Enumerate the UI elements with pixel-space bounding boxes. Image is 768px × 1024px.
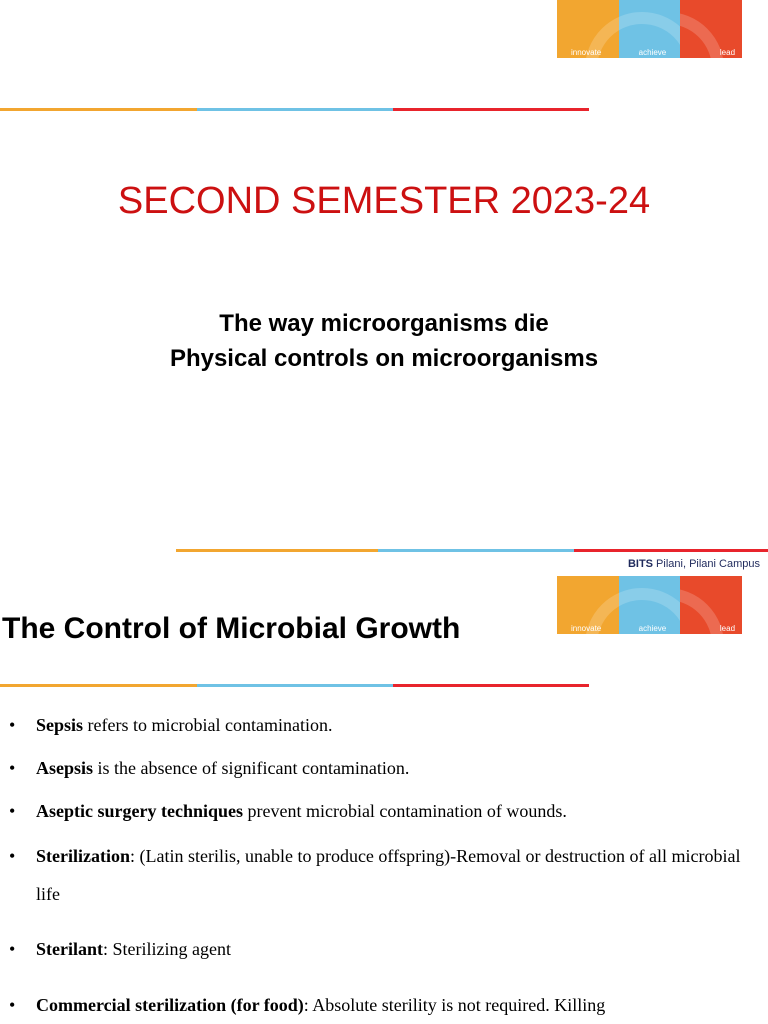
logo-segment-lead	[680, 576, 742, 634]
slide-title: The Control of Microbial Growth	[2, 612, 461, 645]
logo-segment-innovate	[557, 576, 619, 634]
logo-label-achieve: achieve	[638, 624, 667, 633]
logo-label-achieve: achieve	[638, 48, 667, 57]
bullet-icon: •	[9, 939, 16, 959]
bullet-term: Aseptic surgery techniques	[36, 801, 243, 821]
bullet-icon: •	[9, 715, 16, 735]
bullet-text: : (Latin sterilis, unable to produce offspring)-Removal or destruction of all microbial life	[36, 846, 741, 904]
bullet-icon: •	[9, 758, 16, 778]
campus-name: Pilani, Pilani Campus	[653, 558, 760, 570]
gear-icon	[680, 12, 724, 58]
bullet-term: Sterilant	[36, 939, 103, 959]
logo-label-lead: lead	[719, 48, 736, 57]
bullet-text: is the absence of significant contamination.	[93, 758, 410, 778]
bullet-term: Sterilization	[36, 846, 130, 866]
logo-segment-innovate	[557, 0, 619, 58]
logo-label-innovate: innovate	[571, 624, 602, 633]
bullet-term: Asepsis	[36, 758, 94, 778]
page-title: SECOND SEMESTER 2023-24	[117, 180, 651, 222]
bullet-text: : Absolute sterility is not required. Killing	[303, 995, 606, 1015]
gear-icon	[680, 588, 724, 634]
logo-label-lead: lead	[719, 624, 736, 633]
logo-segment-achieve	[619, 576, 681, 634]
bullet-term: Commercial sterilization (for food)	[36, 995, 304, 1015]
logo-label-innovate: innovate	[571, 48, 602, 57]
bullet-text: prevent microbial contamination of wounds.	[242, 801, 567, 821]
logo-segment-lead	[680, 0, 742, 58]
content-slide	[0, 560, 768, 1024]
subtitle-line: The way microorganisms die	[219, 310, 549, 337]
bullet-icon: •	[9, 995, 16, 1015]
bullet-icon: •	[9, 801, 16, 821]
bullet-icon: •	[9, 846, 16, 866]
subtitle-line: Physical controls on microorganisms	[169, 345, 599, 372]
logo-segment-achieve	[619, 0, 681, 58]
campus-bits: BITS	[627, 558, 653, 570]
tricolor-rule	[0, 108, 589, 111]
footer-rule	[176, 549, 768, 552]
slide-subtitle	[0, 306, 768, 376]
bullet-text: refers to microbial contamination.	[83, 715, 333, 735]
bits-logo	[557, 576, 742, 634]
bullet-term: Sepsis	[36, 715, 84, 735]
bits-logo	[557, 0, 742, 58]
tricolor-rule	[0, 684, 589, 687]
bullet-text: : Sterilizing agent	[103, 939, 231, 959]
